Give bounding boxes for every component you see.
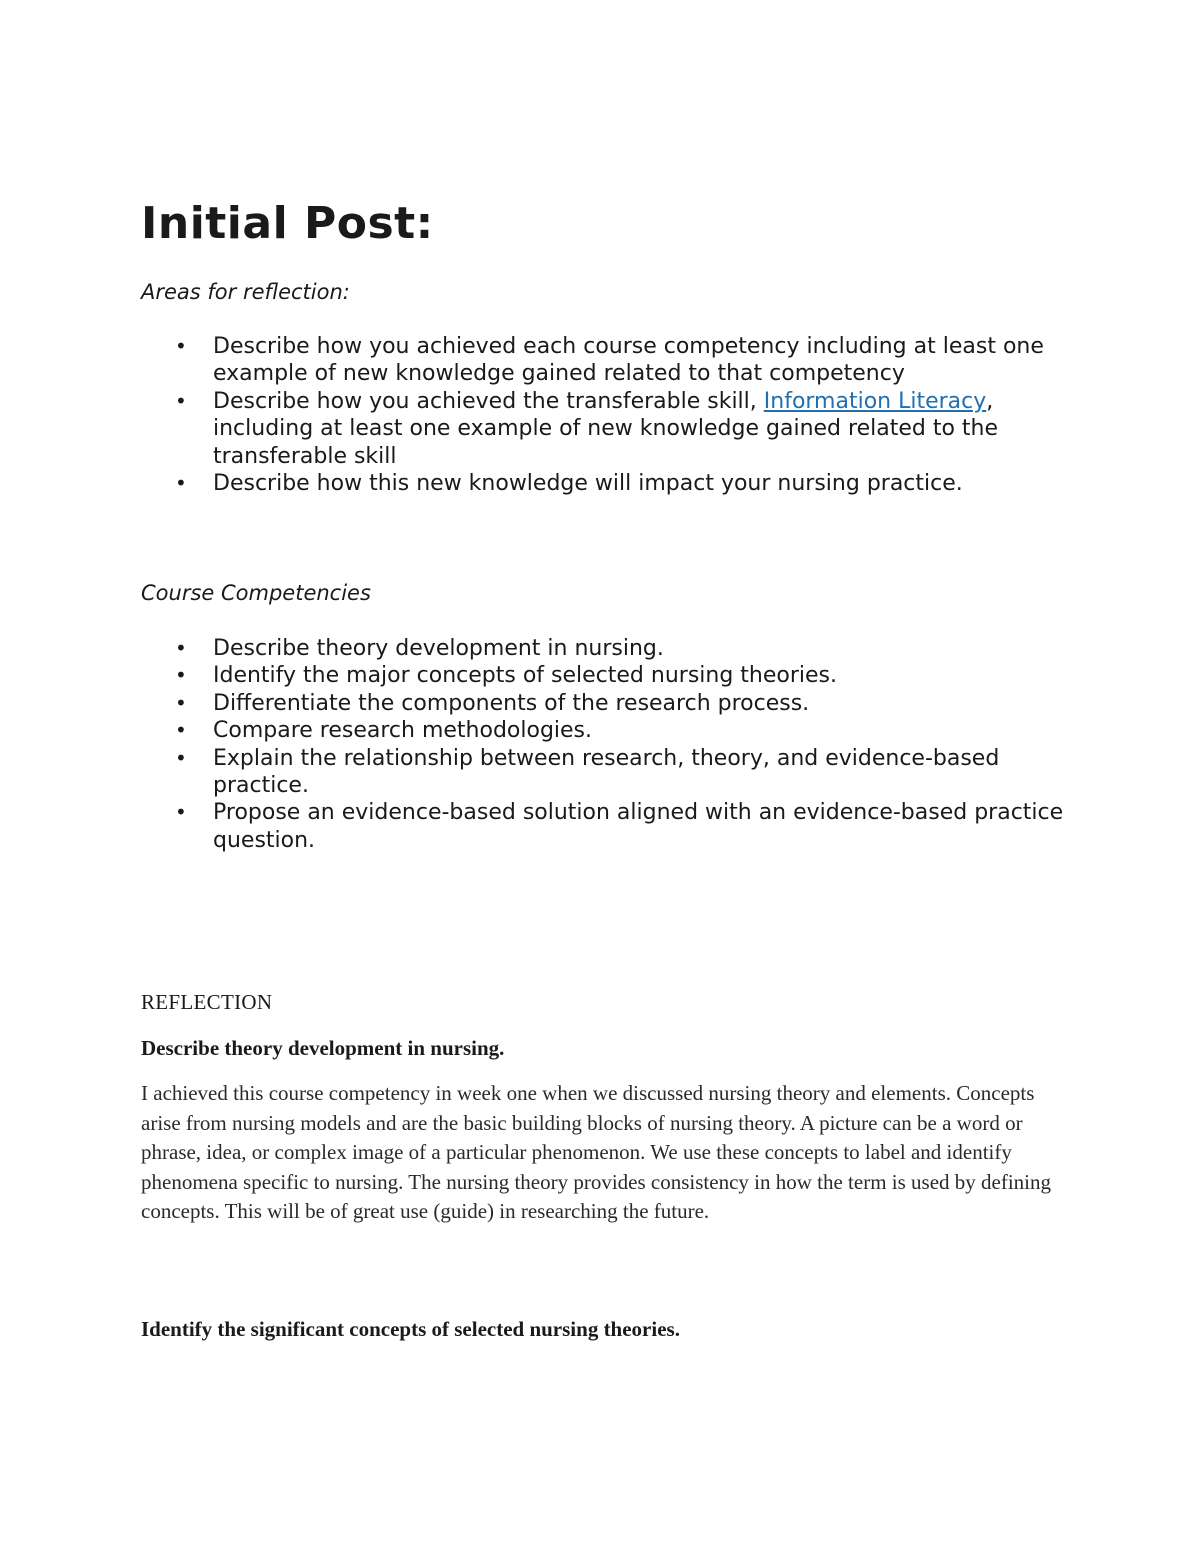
bullet-icon: • [175,334,187,358]
bullet-icon: • [175,718,187,743]
list-item-text: Describe how this new knowledge will impact your nursing practice. [213,471,963,497]
list-item [141,662,1071,689]
bullet-icon: • [175,745,187,770]
competencies-list [141,635,1071,854]
areas-list [141,333,1071,497]
list-item-text: Describe theory development in nursing. [213,636,664,661]
list-item [141,690,1071,717]
list-item-text: Describe how you achieved each course competency including at least one example of new knowledge gained related to that competency [213,334,1044,387]
page-title: Initial Post: [141,198,434,249]
list-item-text: Explain the relationship between research, theory, and evidence-based practice. [213,745,1000,799]
areas-heading: Areas for reflection: [141,280,350,304]
list-item-text: Identify the major concepts of selected nursing theories. [213,663,838,689]
bullet-icon: • [175,388,187,413]
reflection-heading: REFLECTION [141,990,273,1014]
bullet-icon: • [175,690,187,715]
list-item [141,717,1071,744]
list-item [141,635,1071,662]
list-item-text: Propose an evidence-based solution aligned with an evidence-based practice question. [213,800,1064,853]
bullet-icon: • [175,471,187,496]
list-item [141,470,1071,497]
list-item [141,388,1071,470]
bullet-icon: • [175,636,187,660]
reflection-section1-title: Describe theory development in nursing. [141,1036,505,1060]
list-item-text: Compare research methodologies. [213,718,593,744]
list-item [141,745,1071,800]
list-item-text-after-link: , including at least one example of new knowledge gained related to the transferable skill [213,388,999,469]
bullet-icon: • [175,800,187,825]
list-item [141,333,1071,388]
reflection-section2-title: Identify the significant concepts of selected nursing theories. [141,1317,680,1341]
competencies-heading: Course Competencies [141,581,371,605]
list-item [141,799,1071,854]
list-item-text-before-link: Describe how you achieved the transferable skill, [213,388,764,414]
reflection-section1-body: I achieved this course competency in week one when we discussed nursing theory and elements. Concepts arise from nursing models and are the basic building blocks of nursing theory. A picture can be a word or phrase, idea, or complex image of a particular phenomenon. We use these concepts to label and identify phenomena specific to nursing. The nursing theory provides consistency in how the term is used by defining concepts. This will be of great use (guide) in researching the future. [141,1081,1052,1224]
information-literacy-link[interactable]: Information Literacy [763,388,987,414]
bullet-icon: • [175,663,187,688]
list-item-text: Differentiate the components of the research process. [213,690,810,716]
